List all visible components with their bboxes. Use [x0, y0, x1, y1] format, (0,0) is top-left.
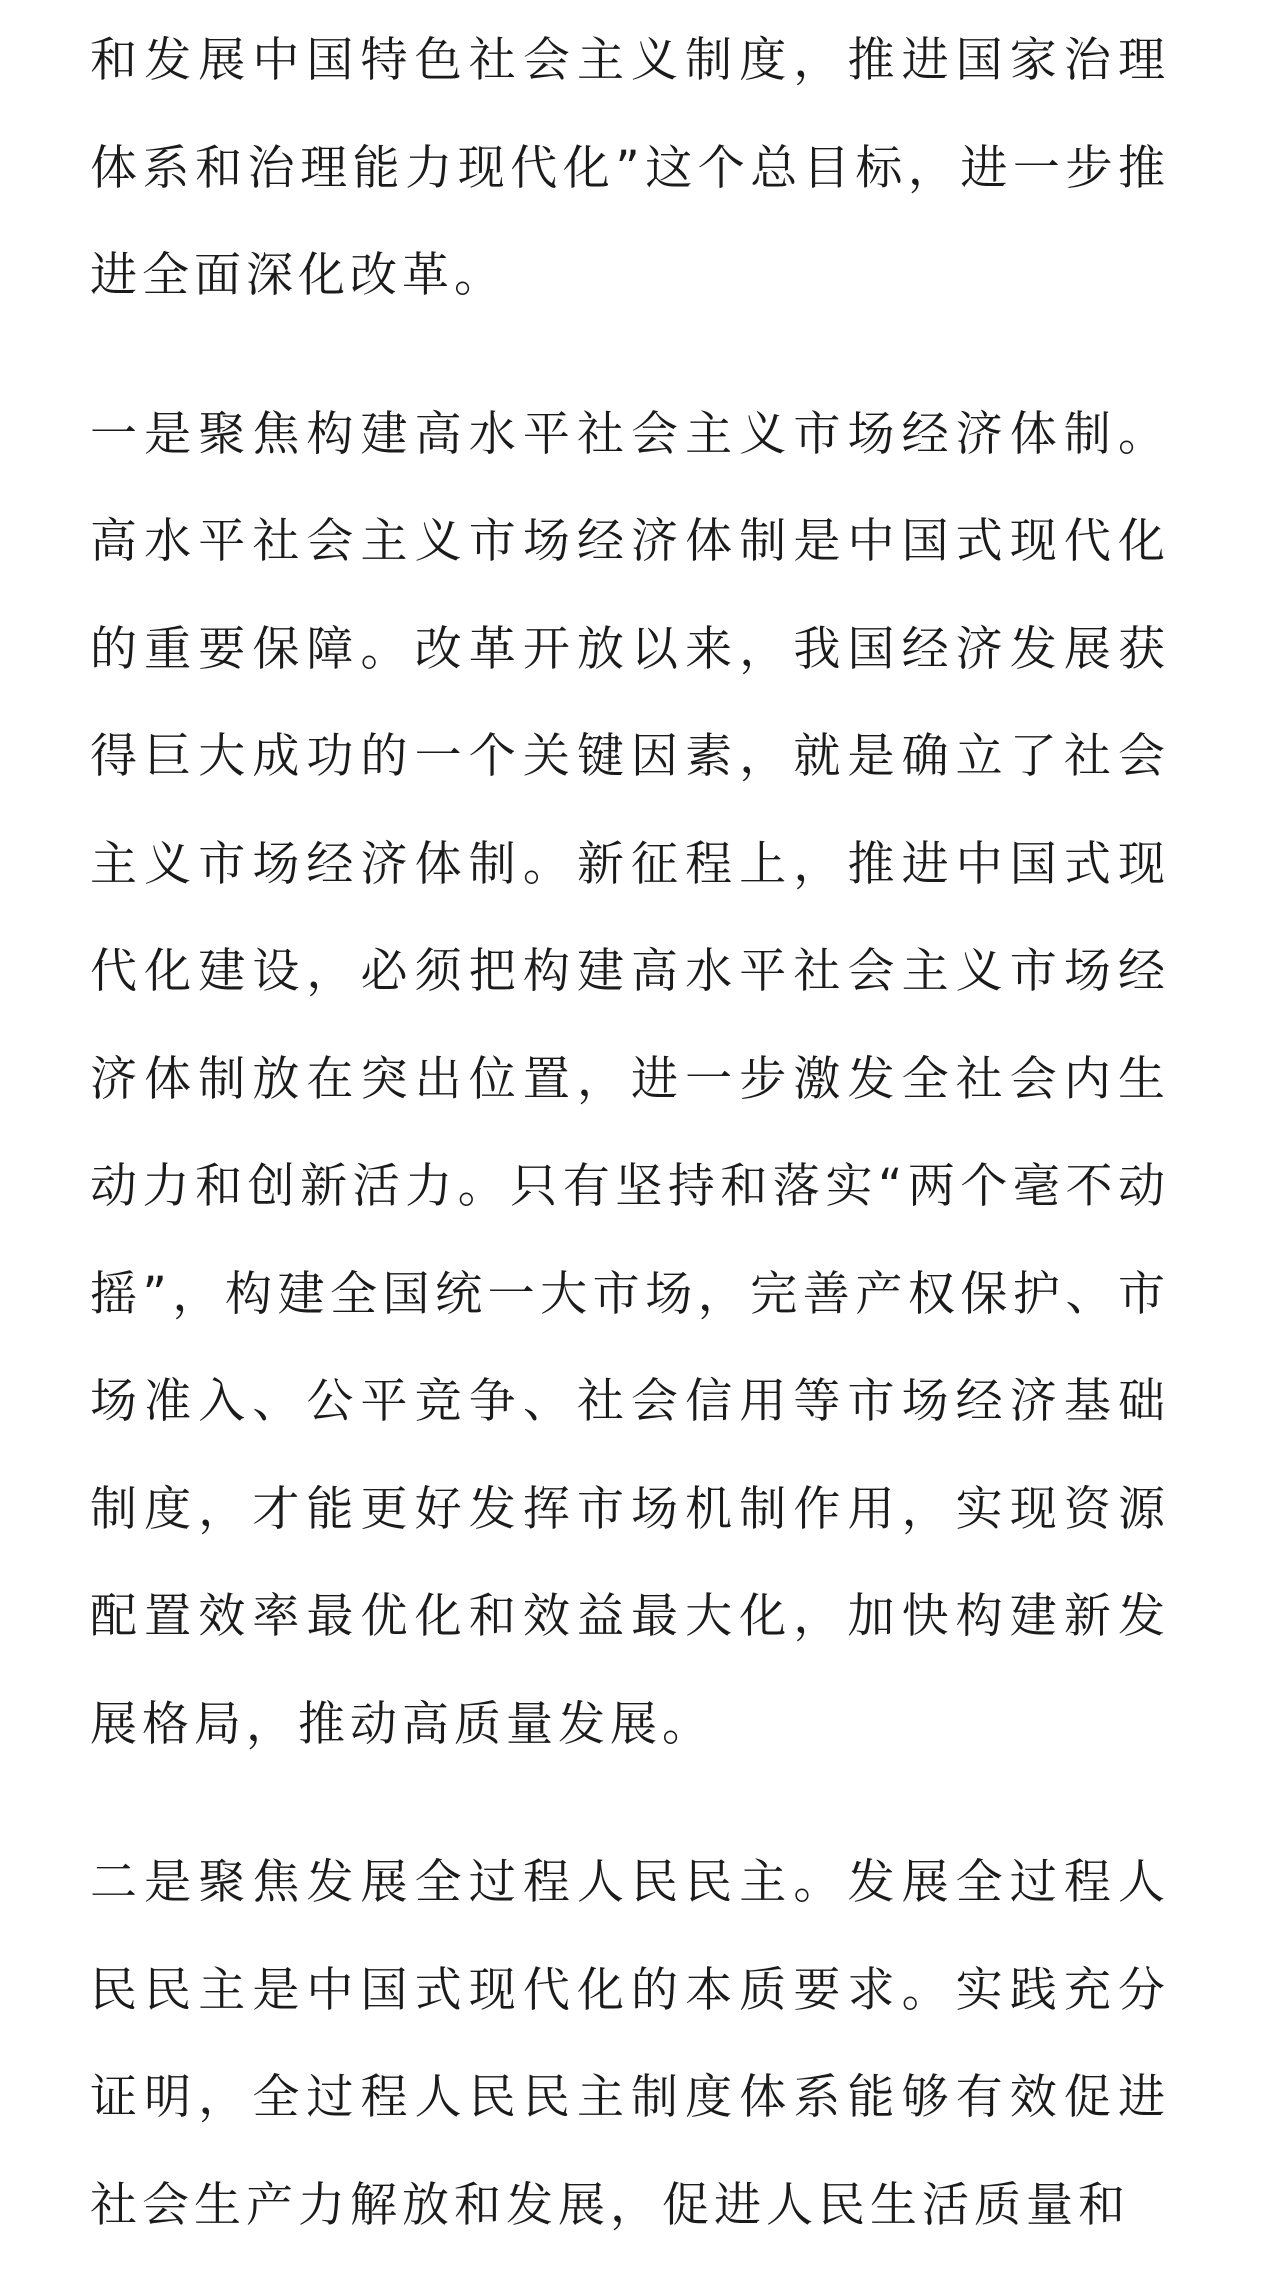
- paragraph-peoples-democracy: 二是聚焦发展全过程人民民主。发展全过程人民民主是中国式现代化的本质要求。实践充分证明，全过程人民民主制度体系能够有效促进社会生产力解放和发展，促进人民生活质量和: [90, 1855, 1170, 2233]
- paragraph-continuation: 和发展中国特色社会主义制度，推进国家治理体系和治理能力现代化”这个总目标，进一步推进全面深化改革。: [90, 33, 1170, 303]
- article-body: [90, 0, 1170, 2259]
- paragraph-market-economy: 一是聚焦构建高水平社会主义市场经济体制。高水平社会主义市场经济体制是中国式现代化的重要保障。改革开放以来，我国经济发展获得巨大成功的一个关键因素，就是确立了社会主义市场经济体制。新征程上，推进中国式现代化建设，必须把构建高水平社会主义市场经济体制放在突出位置，进一步激发全社会内生动力和创新活力。只有坚持和落实“两个毫不动摇”，构建全国统一大市场，完善产权保护、市场准入、公平竞争、社会信用等市场经济基础制度，才能更好发挥市场机制作用，实现资源配置效率最优化和效益最大化，加快构建新发展格局，推动高质量发展。: [90, 406, 1170, 1752]
